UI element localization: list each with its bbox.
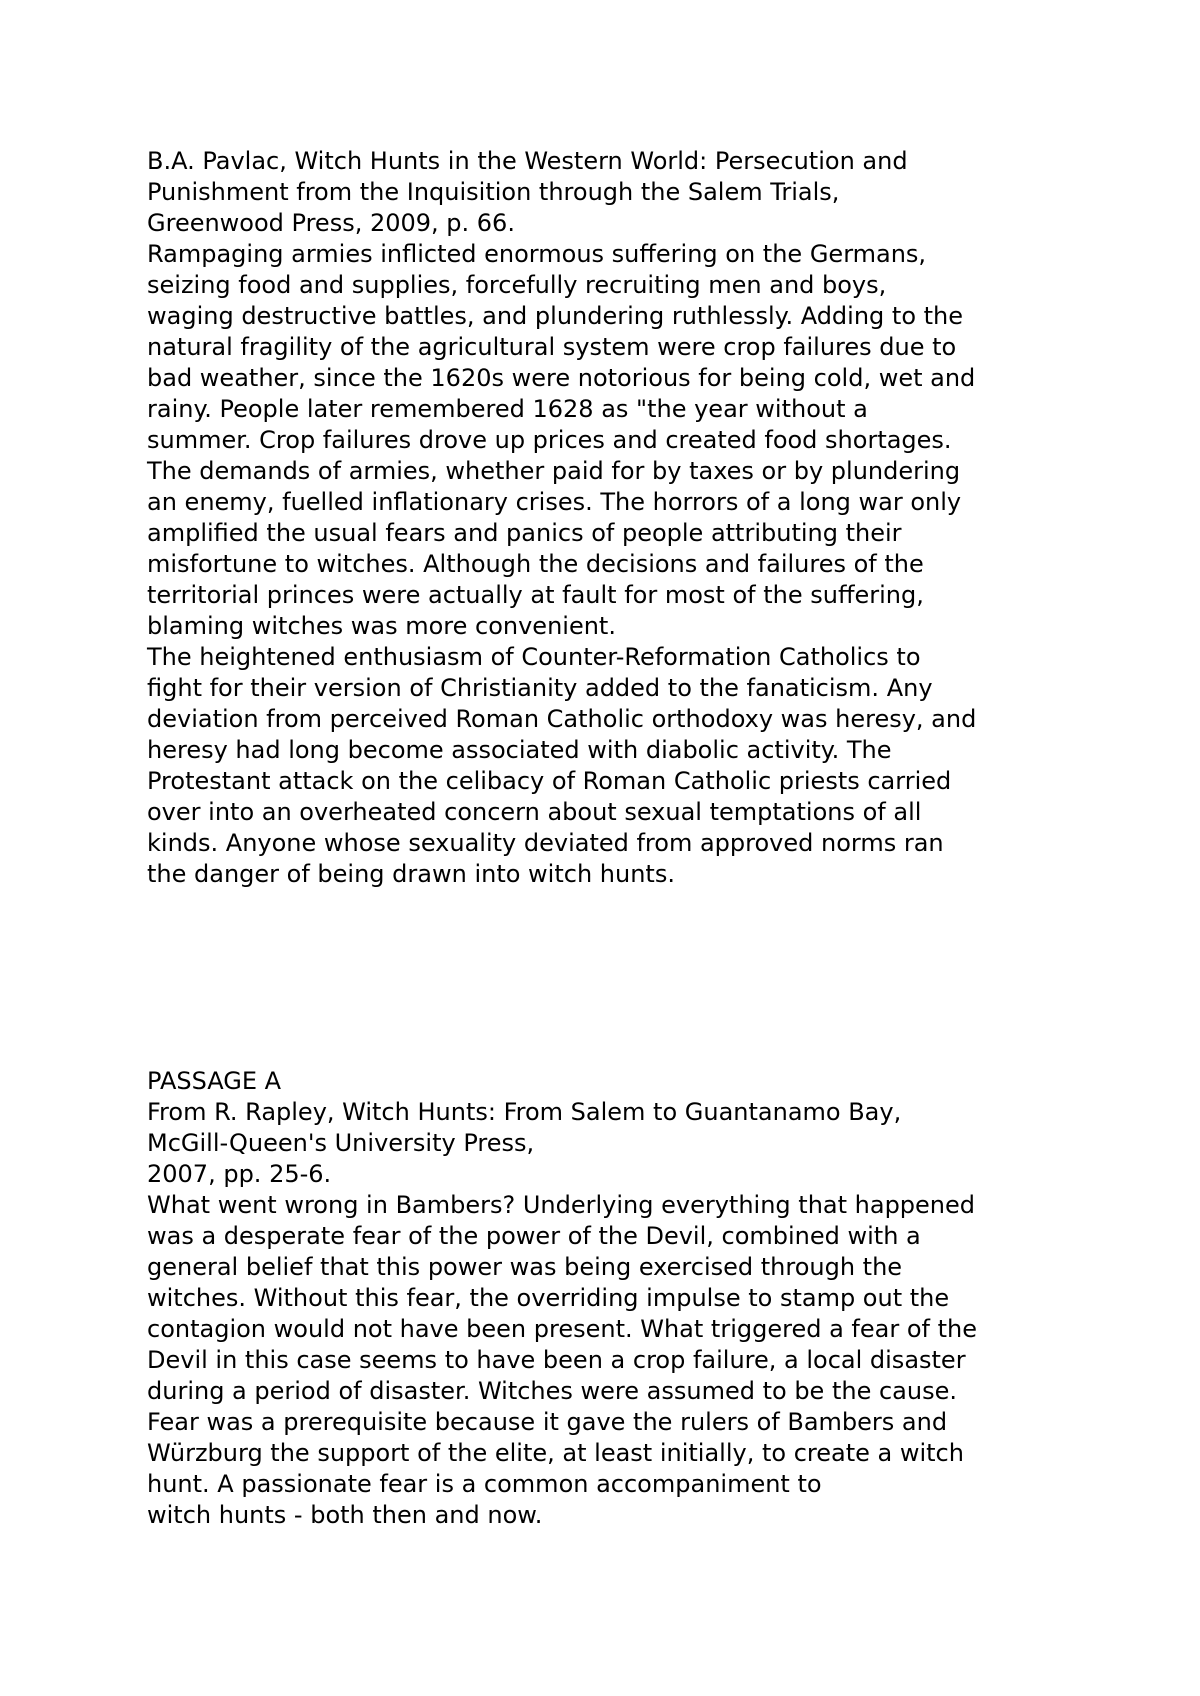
citation-line: From R. Rapley, Witch Hunts: From Salem to Guantanamo Bay,	[147, 1098, 902, 1126]
text-line: Rampaging armies inflicted enormous suffering on the Germans,	[147, 240, 927, 268]
text-line: contagion would not have been present. What triggered a fear of the	[147, 1315, 977, 1343]
text-line: Protestant attack on the celibacy of Roman Catholic priests carried	[147, 767, 952, 795]
passage-a-paragraph	[147, 1190, 1147, 1531]
text-line: blaming witches was more convenient.	[147, 612, 616, 640]
text-line: during a period of disaster. Witches were assumed to be the cause.	[147, 1377, 957, 1405]
citation-line: Greenwood Press, 2009, p. 66.	[147, 209, 515, 237]
text-line: natural fragility of the agricultural system were crop failures due to	[147, 333, 957, 361]
text-line: bad weather, since the 1620s were notorious for being cold, wet and	[147, 364, 976, 392]
text-line: amplified the usual fears and panics of people attributing their	[147, 519, 902, 547]
passage-b-block	[147, 146, 1147, 890]
passage-a-citation	[147, 1097, 1147, 1190]
text-line: The demands of armies, whether paid for by taxes or by plundering	[147, 457, 961, 485]
text-line: territorial princes were actually at fault for most of the suffering,	[147, 581, 924, 609]
passage-a-heading: PASSAGE A	[147, 1067, 282, 1095]
text-line: general belief that this power was being exercised through the	[147, 1253, 903, 1281]
text-line: Fear was a prerequisite because it gave the rulers of Bambers and	[147, 1408, 948, 1436]
text-line: misfortune to witches. Although the decisions and failures of the	[147, 550, 924, 578]
text-line: fight for their version of Christianity added to the fanaticism. Any	[147, 674, 933, 702]
text-line: deviation from perceived Roman Catholic orthodoxy was heresy, and	[147, 705, 977, 733]
text-line: What went wrong in Bambers? Underlying everything that happened	[147, 1191, 976, 1219]
text-line: was a desperate fear of the power of the Devil, combined with a	[147, 1222, 921, 1250]
text-line: over into an overheated concern about sexual temptations of all	[147, 798, 922, 826]
text-line: Würzburg the support of the elite, at least initially, to create a witch	[147, 1439, 964, 1467]
text-line: witch hunts - both then and now.	[147, 1501, 543, 1529]
citation-line: Punishment from the Inquisition through the Salem Trials,	[147, 178, 840, 206]
passage-b-paragraph-1	[147, 239, 1147, 642]
text-line: heresy had long become associated with diabolic activity. The	[147, 736, 892, 764]
text-line: summer. Crop failures drove up prices and created food shortages.	[147, 426, 952, 454]
text-line: waging destructive battles, and plundering ruthlessly. Adding to the	[147, 302, 964, 330]
passage-b-paragraph-2	[147, 642, 1147, 890]
text-line: an enemy, fuelled inflationary crises. The horrors of a long war only	[147, 488, 962, 516]
passage-a-block	[147, 1066, 1147, 1531]
text-line: Devil in this case seems to have been a crop failure, a local disaster	[147, 1346, 966, 1374]
text-line: hunt. A passionate fear is a common accompaniment to	[147, 1470, 822, 1498]
passage-b-citation	[147, 146, 1147, 239]
text-line: The heightened enthusiasm of Counter-Reformation Catholics to	[147, 643, 921, 671]
citation-line: B.A. Pavlac, Witch Hunts in the Western World: Persecution and	[147, 147, 908, 175]
text-line: witches. Without this fear, the overriding impulse to stamp out the	[147, 1284, 950, 1312]
citation-line: 2007, pp. 25-6.	[147, 1160, 332, 1188]
text-line: kinds. Anyone whose sexuality deviated from approved norms ran	[147, 829, 944, 857]
text-line: the danger of being drawn into witch hunts.	[147, 860, 675, 888]
text-line: rainy. People later remembered 1628 as "the year without a	[147, 395, 868, 423]
text-line: seizing food and supplies, forcefully recruiting men and boys,	[147, 271, 887, 299]
citation-line: McGill-Queen's University Press,	[147, 1129, 535, 1157]
